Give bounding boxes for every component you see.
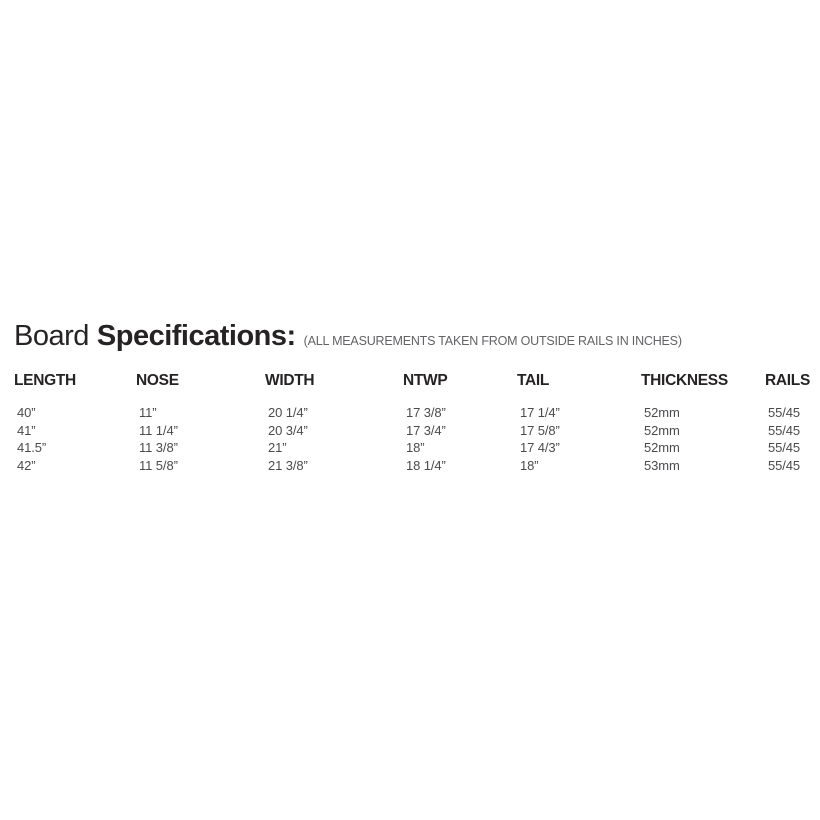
table-cell-rails: 55/45 bbox=[768, 422, 801, 438]
table-cell-length: 42” bbox=[17, 457, 36, 473]
title-emphasis: Specifications: bbox=[96, 320, 296, 352]
table-cell-nose: 11 1/4” bbox=[139, 422, 178, 438]
title-note: (ALL MEASUREMENTS TAKEN FROM OUTSIDE RAILS IN INCHES) bbox=[303, 334, 682, 348]
table-cell-thickness: 52mm bbox=[644, 422, 680, 438]
column-header-ntwp: NTWP bbox=[403, 372, 448, 389]
table-cell-ntwp: 17 3/8” bbox=[406, 405, 446, 420]
table-cell-ntwp: 18” bbox=[406, 440, 425, 455]
table-cell-thickness: 52mm bbox=[644, 405, 680, 420]
spec-table bbox=[14, 372, 814, 474]
table-cell-tail: 17 5/8” bbox=[520, 422, 560, 438]
column-header-length: LENGTH bbox=[14, 372, 76, 389]
board-specifications-sheet bbox=[14, 320, 814, 474]
table-cell-width: 20 1/4” bbox=[268, 405, 308, 420]
column-header-tail: TAIL bbox=[517, 372, 550, 389]
table-cell-tail: 17 4/3” bbox=[520, 440, 560, 455]
table-cell-rails: 55/45 bbox=[768, 405, 801, 420]
table-cell-tail: 17 1/4” bbox=[520, 405, 560, 420]
page-title bbox=[14, 320, 814, 353]
table-cell-thickness: 52mm bbox=[644, 440, 680, 455]
column-header-thickness: THICKNESS bbox=[641, 372, 728, 389]
table-cell-tail: 18” bbox=[520, 457, 539, 473]
table-cell-ntwp: 18 1/4” bbox=[406, 457, 446, 473]
table-cell-width: 21” bbox=[268, 440, 287, 455]
table-cell-rails: 55/45 bbox=[768, 440, 801, 455]
column-header-width: WIDTH bbox=[265, 372, 315, 389]
table-cell-width: 21 3/8” bbox=[268, 457, 308, 473]
table-cell-length: 40” bbox=[17, 405, 36, 420]
table-cell-width: 20 3/4” bbox=[268, 422, 308, 438]
table-cell-nose: 11” bbox=[139, 405, 157, 420]
table-cell-length: 41.5” bbox=[17, 440, 47, 455]
table-cell-nose: 11 5/8” bbox=[139, 457, 178, 473]
table-cell-thickness: 53mm bbox=[644, 457, 680, 473]
table-cell-nose: 11 3/8” bbox=[139, 440, 178, 455]
column-header-nose: NOSE bbox=[136, 372, 179, 389]
title-prefix: Board bbox=[14, 320, 89, 352]
column-header-rails: RAILS bbox=[765, 372, 811, 389]
table-cell-ntwp: 17 3/4” bbox=[406, 422, 446, 438]
table-cell-rails: 55/45 bbox=[768, 457, 801, 473]
table-cell-length: 41” bbox=[17, 422, 36, 438]
